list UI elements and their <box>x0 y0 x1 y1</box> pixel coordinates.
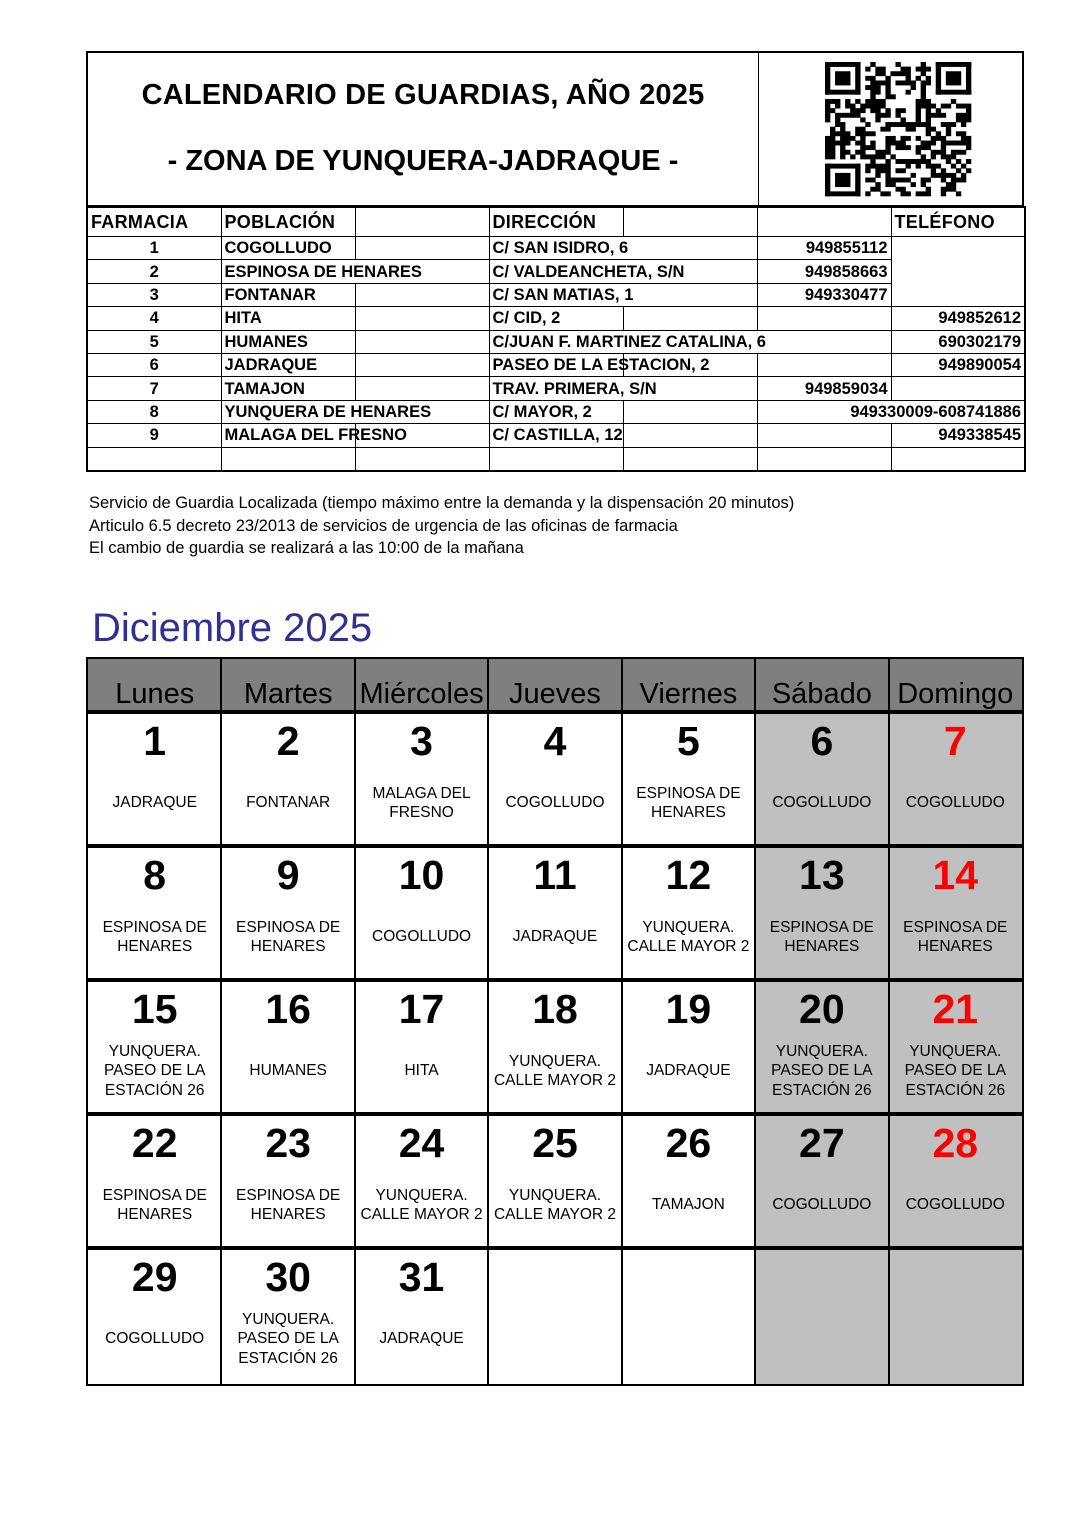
col-header-telefono: TELÉFONO <box>891 207 1025 237</box>
duty-pharmacy: HITA <box>404 1062 439 1080</box>
duty-pharmacy: COGOLLUDO <box>772 1196 872 1214</box>
grid-divider <box>487 982 489 1112</box>
weekday-label: Viernes <box>639 678 738 710</box>
day-number: 17 <box>398 986 445 1032</box>
weekday-label: Martes <box>243 678 333 710</box>
header-box <box>86 51 1024 207</box>
qr-code-icon <box>825 62 971 196</box>
grid-divider <box>220 982 222 1112</box>
table-row-empty <box>87 447 1025 471</box>
blank-cell <box>623 447 757 471</box>
day-number: 5 <box>677 718 700 764</box>
pharmacy-phone: 949890054 <box>891 353 1025 376</box>
note-line: El cambio de guardia se realizará a las 10:00 de la mañana <box>89 539 524 557</box>
table-row <box>87 307 1025 330</box>
grid-divider <box>220 1116 222 1246</box>
weekday-label: Domingo <box>897 678 1014 710</box>
pharmacy-table <box>86 206 1026 472</box>
pharmacy-phone: 690302179 <box>891 330 1025 353</box>
pharmacy-town: YUNQUERA DE HENARES <box>221 400 489 423</box>
table-row <box>87 424 1025 447</box>
grid-divider <box>888 848 890 978</box>
blank-cell <box>87 447 221 471</box>
grid-divider <box>621 982 623 1112</box>
calendar-day-cell <box>355 714 488 844</box>
duty-pharmacy: ESPINOSA DE HENARES <box>236 918 341 955</box>
grid-divider <box>754 659 756 710</box>
grid-divider <box>354 714 356 844</box>
zone-subtitle: - ZONA DE YUNQUERA-JADRAQUE - <box>167 145 679 177</box>
day-number: 20 <box>799 986 845 1032</box>
pharmacy-address: C/ VALDEANCHETA, S/N <box>489 260 757 283</box>
col-header-poblacion: POBLACIÓN <box>221 207 355 237</box>
blank-cell <box>355 330 489 353</box>
grid-divider <box>754 982 756 1112</box>
grid-divider <box>888 714 890 844</box>
calendar-day-cell <box>355 1250 488 1384</box>
day-number: 25 <box>532 1120 578 1166</box>
pharmacy-number: 5 <box>87 330 221 353</box>
table-row <box>87 353 1025 376</box>
grid-divider <box>754 848 756 978</box>
pharmacy-number: 4 <box>87 307 221 330</box>
month-title: Diciembre 2025 <box>92 606 373 650</box>
blank-cell <box>355 447 489 471</box>
duty-pharmacy: YUNQUERA. CALLE MAYOR 2 <box>360 1186 483 1223</box>
calendar-day-cell <box>755 714 888 844</box>
day-number: 7 <box>943 718 967 764</box>
calendar-day-cell <box>488 848 621 978</box>
blank-cell <box>757 307 891 330</box>
note-line: Articulo 6.5 decreto 23/2013 de servicios de urgencia de las oficinas de farmacia <box>89 516 678 535</box>
duty-pharmacy: JADRAQUE <box>512 928 598 946</box>
col-header-blank <box>757 207 891 237</box>
duty-pharmacy: TAMAJON <box>651 1196 725 1214</box>
col-header-direccion: DIRECCIÓN <box>489 207 623 237</box>
calendar-week-row <box>88 1250 1022 1384</box>
blank-cell <box>891 447 1025 471</box>
calendar-day-cell <box>889 1116 1022 1246</box>
pharmacy-phone: 949338545 <box>891 424 1025 447</box>
pharmacy-number: 3 <box>87 283 221 306</box>
calendar-day-cell <box>88 848 221 978</box>
weekday-label: Miércoles <box>359 678 484 710</box>
pharmacy-phone: 949855112 <box>757 237 891 260</box>
duty-pharmacy: YUNQUERA. CALLE MAYOR 2 <box>493 1052 617 1089</box>
pharmacy-address: C/ SAN ISIDRO, 6 <box>489 237 757 260</box>
pharmacy-address: TRAV. PRIMERA, S/N <box>489 377 757 400</box>
grid-divider <box>354 982 356 1112</box>
blank-cell <box>623 307 757 330</box>
blank-cell <box>757 353 891 376</box>
grid-divider <box>487 1250 489 1384</box>
blank-cell <box>221 447 355 471</box>
duty-pharmacy: JADRAQUE <box>646 1062 731 1080</box>
day-number: 28 <box>932 1120 979 1166</box>
day-number: 12 <box>665 852 712 898</box>
grid-divider <box>354 848 356 978</box>
duty-pharmacy: ESPINOSA DE HENARES <box>903 918 1008 955</box>
weekday-header-row <box>88 659 1022 714</box>
calendar-day-cell <box>88 982 221 1112</box>
duty-pharmacy: COGOLLUDO <box>505 794 605 812</box>
duty-pharmacy: HUMANES <box>249 1062 327 1080</box>
pharmacy-phone: 949858663 <box>757 260 891 283</box>
duty-pharmacy: COGOLLUDO <box>372 928 472 946</box>
calendar-week-row <box>88 982 1022 1116</box>
grid-divider <box>487 714 489 844</box>
day-number: 11 <box>533 852 577 898</box>
pharmacy-town: ESPINOSA DE HENARES <box>221 260 489 283</box>
blank-cell <box>355 307 489 330</box>
calendar-day-cell <box>622 1250 755 1384</box>
duty-pharmacy: FONTANAR <box>246 794 331 812</box>
table-row <box>87 260 1025 283</box>
pharmacy-address: PASEO DE LA ESTACION, 2 <box>489 353 623 376</box>
duty-pharmacy: COGOLLUDO <box>905 794 1005 812</box>
pharmacy-town: FONTANAR <box>221 283 355 306</box>
calendar-day-cell <box>355 1116 488 1246</box>
calendar-day-cell <box>755 848 888 978</box>
grid-divider <box>621 659 623 710</box>
day-number: 26 <box>665 1120 712 1166</box>
calendar-day-cell <box>88 714 221 844</box>
pharmacy-phone: 949330477 <box>757 283 891 306</box>
grid-divider <box>621 1250 623 1384</box>
day-number: 22 <box>131 1120 178 1166</box>
grid-divider <box>888 1250 890 1384</box>
pharmacy-address: C/ CASTILLA, 12 <box>489 424 623 447</box>
pharmacy-number: 9 <box>87 424 221 447</box>
duty-pharmacy: JADRAQUE <box>112 794 197 812</box>
calendar-day-cell <box>488 982 621 1112</box>
calendar-day-cell <box>889 982 1022 1112</box>
duty-pharmacy: ESPINOSA DE HENARES <box>102 918 207 955</box>
day-number: 13 <box>799 852 845 898</box>
table-row <box>87 400 1025 423</box>
duty-pharmacy: YUNQUERA. PASEO DE LA ESTACIÓN 26 <box>104 1042 206 1099</box>
table-row <box>87 330 1025 353</box>
table-row <box>87 237 1025 260</box>
pharmacy-phone: 949330009-608741886 <box>757 400 1025 423</box>
grid-divider <box>487 1116 489 1246</box>
calendar-grid <box>86 657 1024 1386</box>
grid-divider <box>754 714 756 844</box>
pharmacy-number: 2 <box>87 260 221 283</box>
calendar-day-cell <box>889 1250 1022 1384</box>
blank-cell <box>355 377 489 400</box>
grid-divider <box>220 1250 222 1384</box>
grid-divider <box>888 982 890 1112</box>
pharmacy-phone: 949852612 <box>891 307 1025 330</box>
calendar-day-cell <box>488 714 621 844</box>
calendar-day-cell <box>622 848 755 978</box>
day-number: 1 <box>143 718 167 764</box>
calendar-day-cell <box>889 848 1022 978</box>
calendar-day-cell <box>355 982 488 1112</box>
grid-divider <box>220 714 222 844</box>
pharmacy-phone: 949859034 <box>757 377 891 400</box>
duty-pharmacy: ESPINOSA DE HENARES <box>236 1186 341 1223</box>
qr-area <box>759 53 1022 205</box>
duty-pharmacy: YUNQUERA. PASEO DE LA ESTACIÓN 26 <box>237 1310 339 1367</box>
calendar-day-cell <box>889 714 1022 844</box>
calendar-week-row <box>88 714 1022 848</box>
calendar-day-cell <box>622 1116 755 1246</box>
calendar-day-cell <box>755 1116 888 1246</box>
pharmacy-town: HUMANES <box>221 330 355 353</box>
grid-divider <box>888 1116 890 1246</box>
pharmacy-town: MALAGA DEL FRESNO <box>221 424 355 447</box>
day-number: 10 <box>398 852 445 898</box>
duty-pharmacy <box>755 1308 888 1370</box>
grid-divider <box>754 1250 756 1384</box>
grid-divider <box>354 1250 356 1384</box>
pharmacy-address: C/ MAYOR, 2 <box>489 400 623 423</box>
calendar-day-cell <box>755 982 888 1112</box>
duty-pharmacy: YUNQUERA. PASEO DE LA ESTACIÓN 26 <box>904 1042 1006 1099</box>
duty-pharmacy: JADRAQUE <box>379 1330 464 1348</box>
weekday-label: Lunes <box>115 678 195 710</box>
pharmacy-number: 7 <box>87 377 221 400</box>
day-number: 3 <box>410 718 433 764</box>
note-line: Servicio de Guardia Localizada (tiempo máximo entre la demanda y la dispensación 20 minutos) <box>89 494 795 512</box>
blank-cell <box>355 283 489 306</box>
blank-cell <box>355 353 489 376</box>
duty-pharmacy: MALAGA DEL FRESNO <box>372 784 471 821</box>
grid-divider <box>754 1116 756 1246</box>
duty-pharmacy: YUNQUERA. CALLE MAYOR 2 <box>493 1186 617 1223</box>
duty-pharmacy: YUNQUERA. PASEO DE LA ESTACIÓN 26 <box>771 1042 873 1099</box>
day-number: 14 <box>932 852 979 898</box>
grid-divider <box>621 714 623 844</box>
day-number: 15 <box>131 986 178 1032</box>
calendar-week-row <box>88 1116 1022 1250</box>
notes <box>89 492 794 560</box>
title-area <box>88 53 759 205</box>
col-header-farmacia: FARMACIA <box>87 207 221 237</box>
pharmacy-number: 6 <box>87 353 221 376</box>
day-number: 16 <box>265 986 311 1032</box>
duty-pharmacy <box>889 1308 1022 1370</box>
calendar-day-cell <box>221 714 354 844</box>
grid-divider <box>888 659 890 710</box>
pharmacy-town: JADRAQUE <box>221 353 355 376</box>
pharmacy-town: HITA <box>221 307 355 330</box>
day-number: 31 <box>398 1254 445 1300</box>
col-header-blank <box>355 207 489 237</box>
table-row <box>87 283 1025 306</box>
calendar-day-cell <box>622 714 755 844</box>
blank-cell <box>489 447 623 471</box>
duty-pharmacy <box>488 1308 621 1370</box>
day-number: 30 <box>265 1254 311 1300</box>
calendar-day-cell <box>88 1250 221 1384</box>
weekday-label: Jueves <box>509 678 601 710</box>
table-header-row <box>87 207 1025 237</box>
calendar-day-cell <box>622 982 755 1112</box>
day-number: 2 <box>276 718 300 764</box>
calendar-day-cell <box>355 848 488 978</box>
day-number: 9 <box>276 852 300 898</box>
day-number: 21 <box>932 986 979 1032</box>
day-number: 6 <box>810 718 834 764</box>
calendar-week-row <box>88 848 1022 982</box>
pharmacy-number: 8 <box>87 400 221 423</box>
grid-divider <box>354 659 356 710</box>
page-title: CALENDARIO DE GUARDIAS, AÑO 2025 <box>141 79 705 111</box>
blank-cell <box>623 400 757 423</box>
grid-divider <box>621 848 623 978</box>
day-number: 18 <box>532 986 578 1032</box>
calendar-day-cell <box>221 848 354 978</box>
duty-pharmacy: ESPINOSA DE HENARES <box>769 918 874 955</box>
day-number: 19 <box>665 986 712 1032</box>
calendar-day-cell <box>88 1116 221 1246</box>
pharmacy-address: C/JUAN F. MARTINEZ CATALINA, 6 <box>489 330 891 353</box>
blank-cell <box>355 237 489 260</box>
weekday-label: Sábado <box>771 678 872 710</box>
blank-cell <box>623 424 757 447</box>
grid-divider <box>487 659 489 710</box>
day-number: 4 <box>543 718 567 764</box>
pharmacy-number: 1 <box>87 237 221 260</box>
day-number: 8 <box>143 852 167 898</box>
day-number: 24 <box>398 1120 445 1166</box>
calendar-day-cell <box>488 1116 621 1246</box>
grid-divider <box>487 848 489 978</box>
duty-pharmacy <box>622 1308 755 1370</box>
pharmacy-town: TAMAJON <box>221 377 355 400</box>
calendar-day-cell <box>488 1250 621 1384</box>
pharmacy-town: COGOLLUDO <box>221 237 355 260</box>
calendar-day-cell <box>221 982 354 1112</box>
table-row <box>87 377 1025 400</box>
day-number: 27 <box>799 1120 845 1166</box>
calendar-day-cell <box>221 1250 354 1384</box>
grid-divider <box>220 659 222 710</box>
duty-pharmacy: YUNQUERA. CALLE MAYOR 2 <box>627 918 750 955</box>
grid-divider <box>354 1116 356 1246</box>
pharmacy-address: C/ CID, 2 <box>489 307 623 330</box>
grid-divider <box>220 848 222 978</box>
calendar-day-cell <box>221 1116 354 1246</box>
duty-pharmacy: COGOLLUDO <box>772 794 872 812</box>
day-number: 23 <box>265 1120 311 1166</box>
duty-pharmacy: ESPINOSA DE HENARES <box>102 1186 207 1223</box>
duty-pharmacy: ESPINOSA DE HENARES <box>636 784 741 821</box>
pharmacy-address: C/ SAN MATIAS, 1 <box>489 283 757 306</box>
day-number: 29 <box>131 1254 178 1300</box>
duty-pharmacy: COGOLLUDO <box>905 1196 1005 1214</box>
calendar-day-cell <box>755 1250 888 1384</box>
blank-cell <box>757 424 891 447</box>
duty-pharmacy: COGOLLUDO <box>105 1330 205 1348</box>
grid-divider <box>621 1116 623 1246</box>
blank-cell <box>757 447 891 471</box>
col-header-blank <box>623 207 757 237</box>
